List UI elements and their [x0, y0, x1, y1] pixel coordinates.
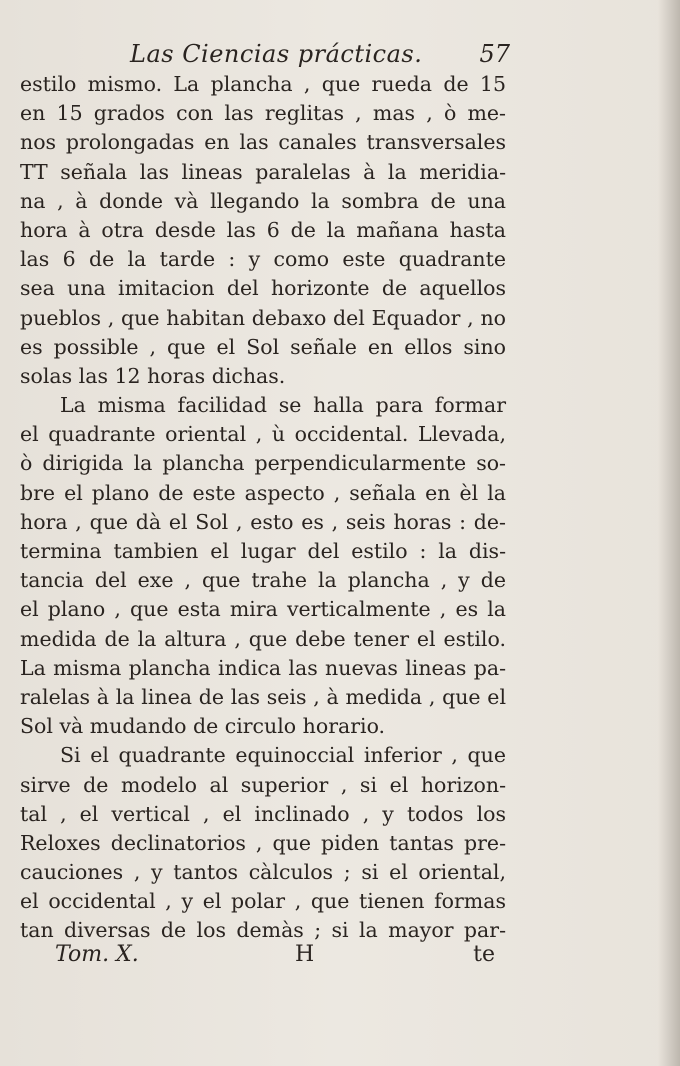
text-line: tancia del exe , que trahe la plancha , y de: [20, 568, 506, 593]
text-line: La misma facilidad se halla para formar: [60, 393, 506, 418]
text-line: el quadrante oriental , ù occidental. Llevada,: [20, 422, 506, 447]
text-line: hora , que dà el Sol , esto es , seis horas : de-: [20, 509, 506, 534]
text-line: el plano , que esta mira verticalmente , es la: [20, 597, 506, 622]
text-line: cauciones , y tantos càlculos ; si el oriental,: [20, 860, 506, 885]
text-line: tal , el vertical , el inclinado , y todos los: [20, 801, 506, 826]
text-line: solas las 12 horas dichas.: [20, 363, 286, 388]
text-line: en 15 grados con las reglitas , mas , ò me-: [20, 101, 506, 126]
text-line: La misma plancha indica las nuevas lineas pa-: [20, 655, 506, 680]
text-line: tan diversas de los demàs ; si la mayor par-: [20, 918, 506, 943]
text-line: estilo mismo. La plancha , que rueda de 15: [20, 72, 506, 96]
text-line: es possible , que el Sol señale en ellos sino: [20, 334, 506, 359]
text-line: bre el plano de este aspecto , señala en èl la: [20, 480, 506, 505]
text-line: TT señala las lineas paralelas à la meridia-: [20, 159, 506, 184]
text-line: pueblos , que habitan debaxo del Equador , no: [20, 305, 506, 330]
page-footer: [55, 942, 495, 974]
text-line: Reloxes declinatorios , que piden tantas pre-: [20, 830, 506, 855]
page-number: 57: [479, 40, 510, 68]
text-line: sirve de modelo al superior , si el horizon-: [20, 772, 506, 797]
text-line: na , à donde và llegando la sombra de una: [20, 188, 506, 213]
running-title: Las Ciencias prácticas.: [130, 40, 423, 68]
catchword: te: [473, 942, 495, 967]
text-line: las 6 de la tarde : y como este quadrante: [20, 247, 506, 272]
body-text: [20, 70, 506, 946]
text-line: Si el quadrante equinoccial inferior , que: [60, 743, 506, 768]
page-edge-shadow: [658, 0, 680, 1066]
text-line: hora à otra desde las 6 de la mañana hasta: [20, 217, 506, 242]
signature-mark: H: [295, 942, 315, 967]
text-line: Sol và mudando de circulo horario.: [20, 714, 386, 739]
text-line: ò dirigida la plancha perpendicularmente so-: [20, 451, 506, 476]
text-line: nos prolongadas en las canales transversales: [20, 130, 506, 155]
volume-mark: Tom. X.: [55, 942, 139, 967]
text-line: termina tambien el lugar del estilo : la dis-: [20, 539, 506, 563]
text-line: ralelas à la linea de las seis , à medida , que el: [20, 684, 506, 709]
text-line: medida de la altura , que debe tener el estilo.: [20, 626, 506, 651]
text-line: el occidental , y el polar , que tienen formas: [20, 889, 506, 914]
text-line: sea una imitacion del horizonte de aquellos: [20, 276, 506, 301]
